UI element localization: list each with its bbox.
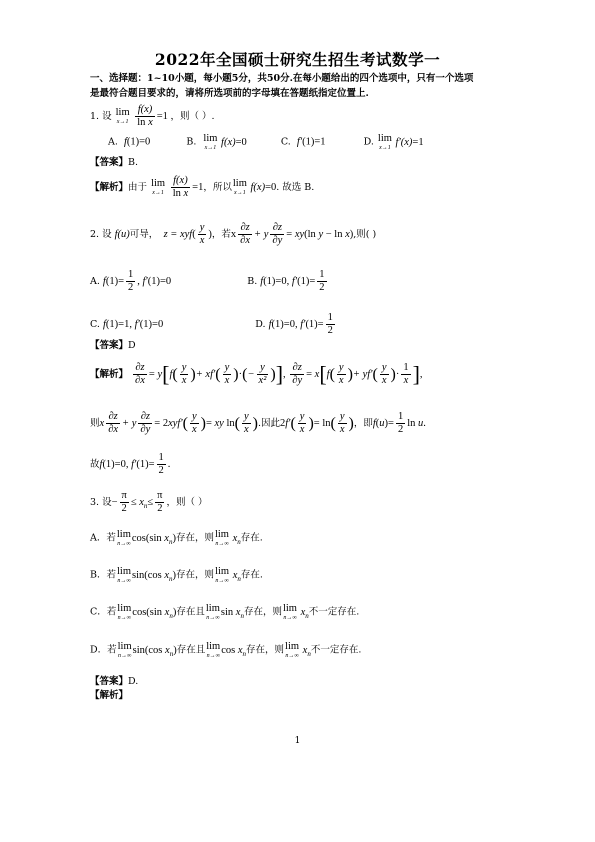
section-heading-cont: 是最符合题目要求的，请将所选项前的字母填在答题纸指定位置上. xyxy=(90,88,369,99)
q2-option-d: D. f(1)=0, f′(1)= $\frac{1}{2}$ xyxy=(255,312,333,337)
q3-option-b: B．若 lim n→∞ sin(cos $x_n$)存在，则 lim n→∞ $x_n$存在. xyxy=(90,566,263,584)
q2-option-a: A. f(1)= $\frac{1}{2}$ , f′(1)=0 xyxy=(90,269,172,294)
page-title: 2022年全国硕士研究生招生考试数学一 xyxy=(154,50,441,69)
q1-option-d: D. lim x→1 f′(x)=1 xyxy=(363,133,424,151)
q3-answer: 【答案】D. xyxy=(90,676,139,687)
q1-analysis: 【解析】由于 lim x→1 $\frac{f(x)}{\text{ln x}}$ =1，所以 lim x→1 f(x)=0. 故选 B. xyxy=(90,175,315,200)
q2-options-row1 xyxy=(90,269,329,294)
q1-answer: 【答案】B. xyxy=(90,157,139,168)
q2-options-row2 xyxy=(90,312,337,337)
q1-option-a: A. f(1)=0 xyxy=(108,136,151,148)
q1-stem: 1. 设 lim x→1 $\frac{f(x)}{\text{ln x}}$ =1 ，则（ ）. xyxy=(90,104,215,129)
q2-analysis-line3: 故f(1)=0, f′(1)= $\frac{1}{2}$ . xyxy=(90,452,171,477)
q2-option-b: B. f(1)=0, f′(1)= $\frac{1}{2}$ xyxy=(247,269,325,294)
q3-analysis: 【解析】 xyxy=(90,690,129,701)
q3-option-d: D．若 lim n→∞ sin(cos $x_n$)存在且 lim n→∞ $\cos x_n$存在，则 lim n→∞ $x_n$不一定存在. xyxy=(90,641,362,659)
q2-answer: 【答案】D xyxy=(90,340,136,351)
q3-stem: 3. 设− $\frac{\pi}{2}$ ≤ $x_n\le$ $\frac{\pi}{2}$ ，则（ ） xyxy=(90,490,208,515)
page-number: 1 xyxy=(294,736,301,746)
q2-stem: 2. 设 f(u)可导， z = xyf( $\frac{y}{x}$ )，若x $\frac{\partial z}{\partial x}$ + y $\frac{\partial z}{\partial y}$ = xy(ln y − ln x),则( ) xyxy=(90,222,377,247)
q3-option-c: C．若 lim n→∞ cos(sin $x_n$)存在且 lim n→∞ $\sin x_n$存在，则 lim n→∞ $x_n$不一定存在. xyxy=(90,603,360,621)
q2-analysis-line1: 【解析】 $\frac{\partial z}{\partial x}$ = y[f( $\frac{y}{x}$ )+ xf′( $\frac{y}{x}$ )·(− $\frac{y}{\text{x²}}$ )], $\frac{\partial z}{\partial y}$ = x[f( $\frac{y}{x}$ )+ yf′( $\frac{y}{x}$ )· $\frac{1}{x}$ ], xyxy=(90,361,423,387)
q2-analysis-line2: 则x $\frac{\partial z}{\partial x}$ + y $\frac{\partial z}{\partial y}$ = 2xyf′( $\frac{y}{x}$ )= xy ln( $\frac{y}{x}$ ).因此2f′( $\frac{y}{x}$ )= ln( $\frac{y}{x}$ )，即f(u)= $\frac{1}{2}$ ln u. xyxy=(90,411,426,436)
q1-option-c: C. f′(1)=1 xyxy=(280,136,326,148)
q1-option-b: B. lim x→1 f(x)=0 xyxy=(186,133,247,151)
section-heading: 一、选择题：1~10小题，每小题5分，共50分.在每小题给出的四个选项中，只有一个选项 xyxy=(90,73,474,84)
q3-option-a: A．若 lim n→∞ cos(sin $x_n$)存在，则 lim n→∞ $x_n$存在. xyxy=(90,529,263,547)
q1-options xyxy=(108,134,424,151)
q2-option-c: C. f(1)=1, f′(1)=0 xyxy=(90,318,164,330)
